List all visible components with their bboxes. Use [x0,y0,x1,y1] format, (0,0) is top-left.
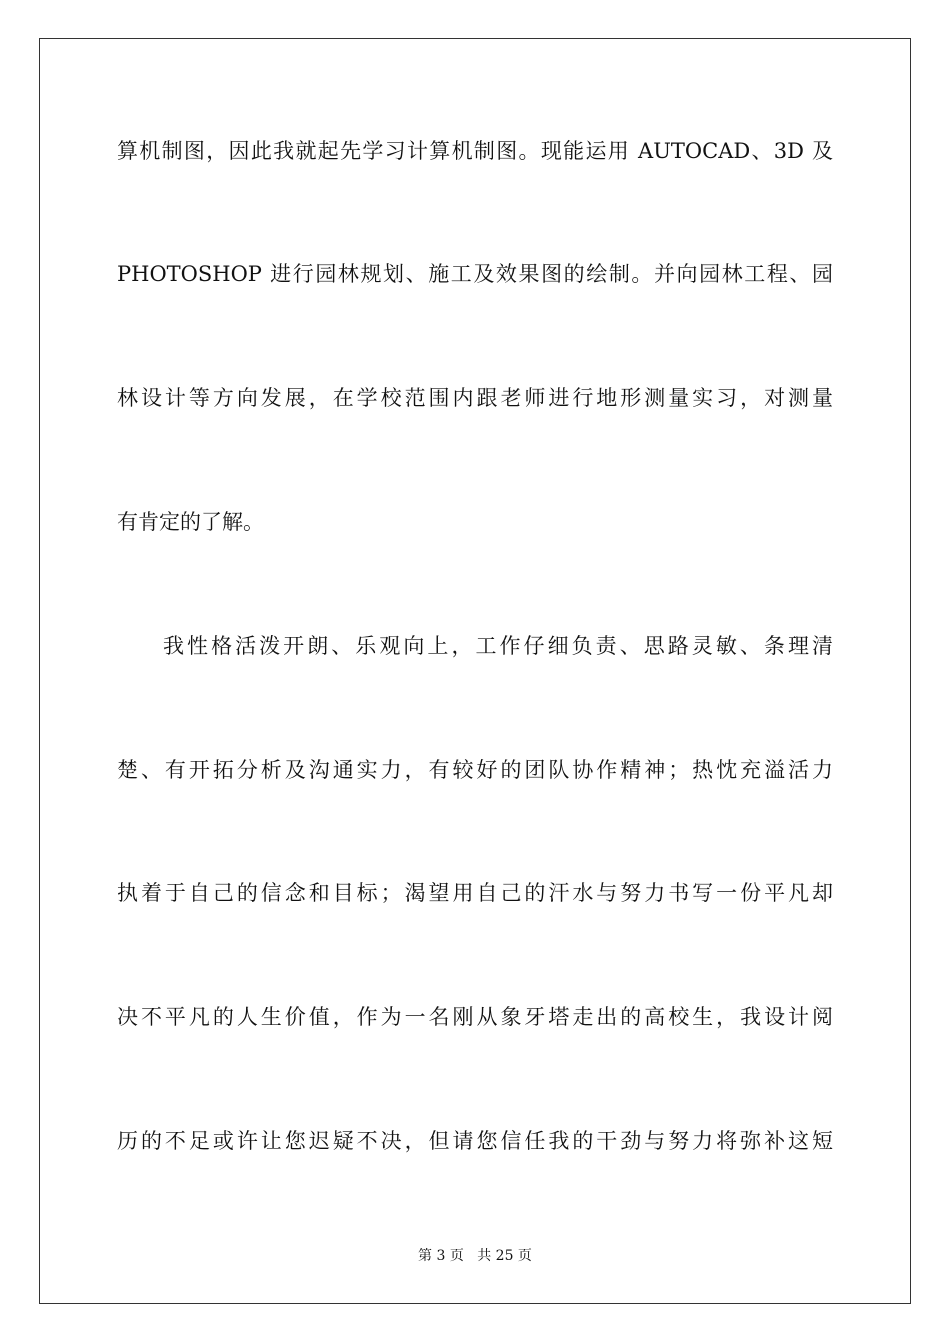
page-total: 共 25 页 [477,1248,532,1264]
paragraph-first-line: 我性格活泼开朗、乐观向上，工作仔细负责、思路灵敏、条理清 [163,634,833,658]
text-line: PHOTOSHOP 进行园林规划、施工及效果图的绘制。并向园林工程、园 [117,262,833,286]
page-footer [0,1246,950,1266]
text-line: 林设计等方向发展，在学校范围内跟老师进行地形测量实习，对测量 [117,386,833,410]
page-number: 第 3 页 [418,1248,464,1264]
text-line: 历的不足或许让您迟疑不决，但请您信任我的干劲与努力将弥补这短 [117,1129,833,1153]
text-line: 决不平凡的人生价值，作为一名刚从象牙塔走出的高校生，我设计阅 [117,1005,833,1029]
text-line: 执着于自己的信念和目标；渴望用自己的汗水与努力书写一份平凡却 [117,881,833,905]
text-line: 楚、有开拓分析及沟通实力，有较好的团队协作精神；热忱充溢活力 [117,758,833,782]
text-line: 有肯定的了解。 [117,510,264,534]
page-border [39,38,911,1304]
text-line: 算机制图，因此我就起先学习计算机制图。现能运用 AUTOCAD、3D 及 [117,139,833,163]
